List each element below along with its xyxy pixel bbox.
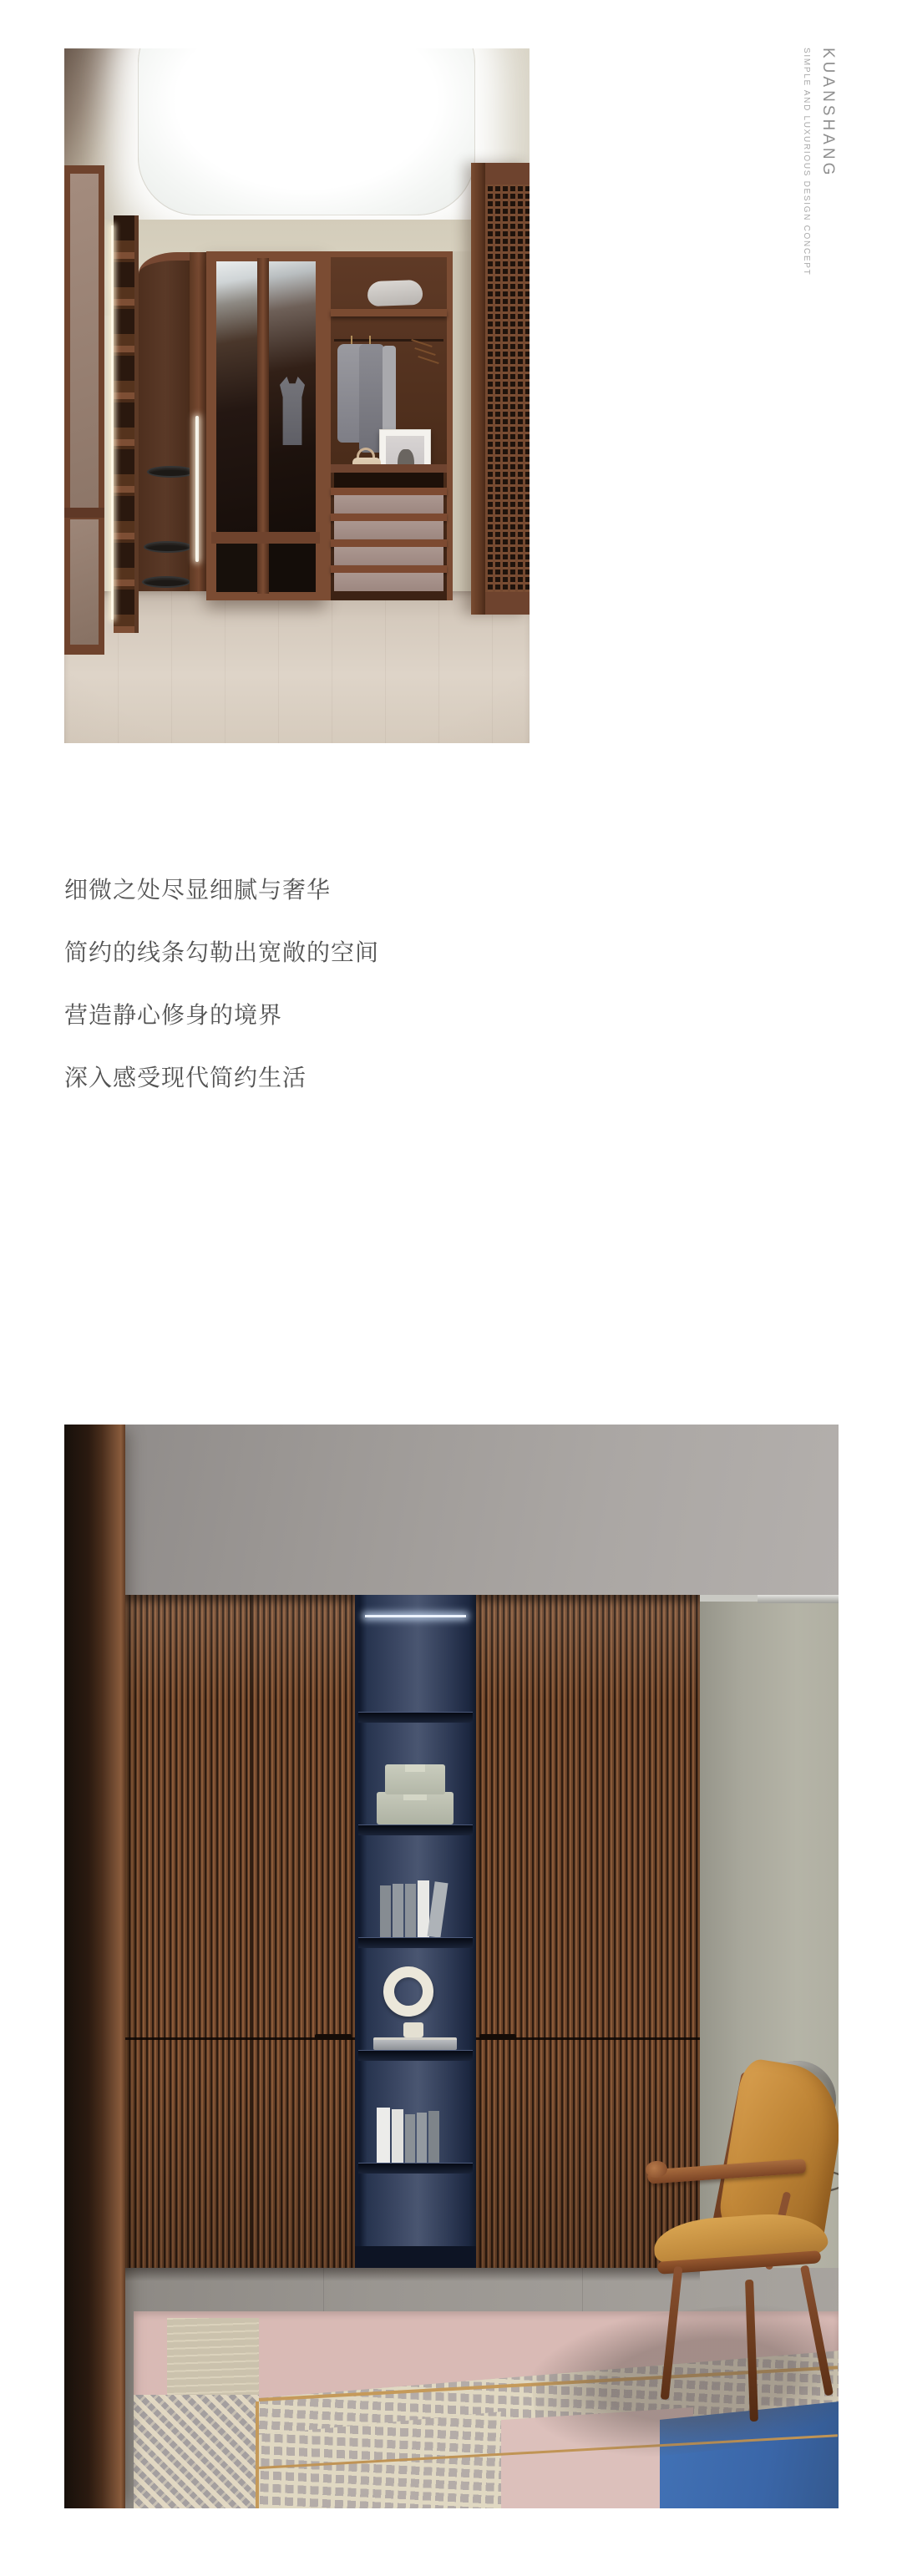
rug-striped-section [167, 2318, 259, 2403]
brand-title: KUANSHANG [819, 48, 837, 179]
intro-line-4: 深入感受现代简约生活 [64, 1065, 307, 1091]
intro-line-3: 营造静心修身的境界 [64, 1002, 283, 1028]
shelf [358, 1824, 473, 1835]
chair-leg [745, 2280, 758, 2422]
cabinet-base-shadow [125, 2268, 700, 2281]
intro-line-2: 简约的线条勾勒出宽敞的空间 [64, 939, 380, 965]
shelf-led-light [365, 1615, 466, 1617]
top-photo [64, 48, 530, 743]
shelf [358, 1937, 473, 1948]
door-frame-pillar [64, 1425, 125, 2508]
rug-houndstooth-section [134, 2395, 259, 2508]
photo-vignette [64, 48, 530, 743]
gray-wall [64, 1425, 839, 1595]
armchair [649, 2066, 839, 2433]
bottom-photo [64, 1425, 839, 2508]
book-stack [373, 2037, 457, 2050]
shelf [358, 1712, 473, 1723]
door-handle-notch [479, 2034, 516, 2040]
metal-trim [758, 1595, 839, 1603]
storage-box-strap [405, 1764, 425, 1772]
intro-line-1: 细微之处尽显细腻与奢华 [64, 877, 332, 903]
cabinet-sill [355, 2246, 476, 2268]
shelf [358, 2050, 473, 2061]
intro-text [64, 878, 649, 1129]
brand-subtitle: SIMPLE AND LUXURIOUS DESIGN CONCEPT [802, 48, 811, 276]
chair-leg [661, 2266, 683, 2400]
blue-open-shelf-unit [355, 1595, 476, 2268]
door-seam [250, 1595, 251, 2268]
rug-gold-trim [256, 2401, 259, 2508]
brand-vertical-text [802, 48, 837, 306]
shelf [358, 2163, 473, 2174]
books-row [380, 1880, 459, 1937]
books-row [377, 2106, 459, 2163]
door-handle-notch [315, 2034, 352, 2040]
ring-sculpture [381, 1964, 436, 2019]
chair-leg [800, 2265, 834, 2396]
slat-wardrobe-door-left [125, 1595, 355, 2268]
sculpture-base [403, 2022, 423, 2037]
